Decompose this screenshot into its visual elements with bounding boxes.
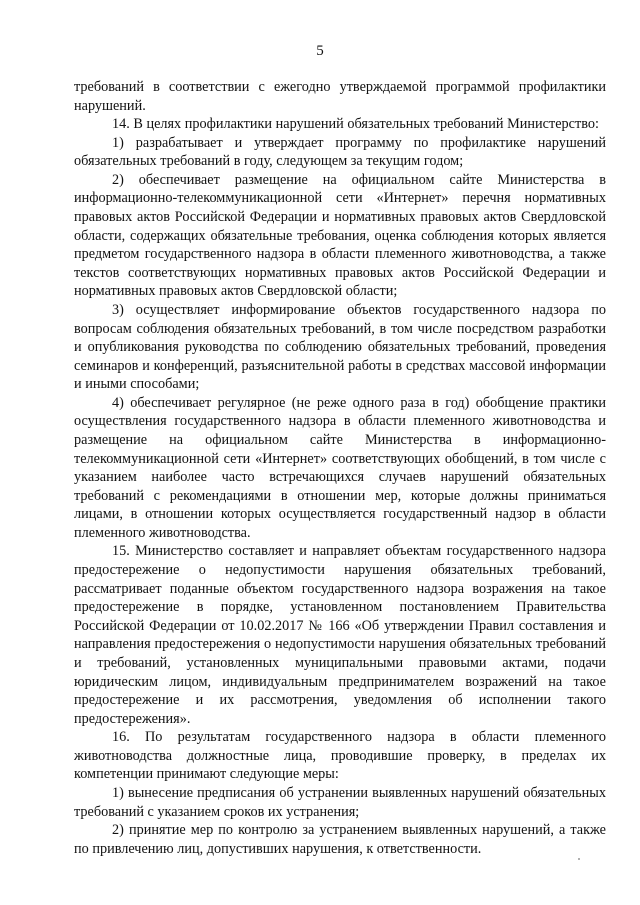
paragraph-item-14: 14. В целях профилактики нарушений обязательных требований Министерство: <box>112 116 599 133</box>
page-number: 5 <box>316 43 324 59</box>
paragraph-continuation: требований в соответствии с ежегодно утверждаемой программой профилактики нарушений. <box>74 79 606 114</box>
paragraph-item-15: 15. Министерство составляет и направляет объектам государственного надзора предостережение о недопустимости нарушения обязательных требований, рассматривает поданные объектом государственного надзора возражения на такое предостережение в порядке, установленном постановлением Правительства Российской Федерации от 10.02.2017 № 166 «Об утверждении Правил составления и направления предостережения о недопустимости нарушения обязательных требований и требований, установленных муниципальными правовыми актами, подачи юридическим лицом, индивидуальным предпринимателем возражений на такое предостережение и их рассмотрения, уведомления об исполнении такого предостережения». <box>74 543 606 727</box>
paragraph-14-subitem-3: 3) осуществляет информирование объектов государственного надзора по вопросам соблюдения обязательных требований, в том числе посредством разработки и опубликования руководства по соблюдению обязательных требований, проведения семинаров и конференций, разъяснительной работы в средствах массовой информации и иными способами; <box>74 301 606 393</box>
document-body <box>74 78 606 858</box>
paragraph-14-subitem-4: 4) обеспечивает регулярное (не реже одного раза в год) обобщение практики осуществления государственного надзора в области племенного животноводства и размещение на официальном сайте Министерства в информационно-телекоммуникационной сети «Интернет» соответствующих обобщений, в том числе с указанием наиболее часто встречающихся случаев нарушений обязательных требований с рекомендациями в отношении мер, которые должны приниматься лицами, в отношении которых осуществляется государственный надзор в области племенного животноводства. <box>74 394 606 541</box>
scan-speck <box>578 858 580 860</box>
paragraph-14-subitem-1: 1) разрабатывает и утверждает программу по профилактике нарушений обязательных требований в году, следующем за текущим годом; <box>74 134 606 170</box>
paragraph-14-subitem-2: 2) обеспечивает размещение на официальном сайте Министерства в информационно-телекоммуникационной сети «Интернет» перечня нормативных правовых актов Российской Федерации и нормативных правовых актов Свердловской области, содержащих обязательные требования, оценка соблюдения которых является предметом государственного надзора в области племенного животноводства, а также текстов соответствующих нормативных правовых актов Российской Федерации и нормативных правовых актов Свердловской области; <box>74 171 606 300</box>
paragraph-16-subitem-2: 2) принятие мер по контролю за устранением выявленных нарушений, а также по привлечению лиц, допустивших нарушения, к ответственности. <box>74 822 606 857</box>
paragraph-item-16: 16. По результатам государственного надзора в области племенного животноводства должностные лица, проводившие проверку, в пределах их компетенции принимают следующие меры: <box>74 729 606 783</box>
paragraph-16-subitem-1: 1) вынесение предписания об устранении выявленных нарушений обязательных требований с указанием сроков их устранения; <box>74 784 606 820</box>
